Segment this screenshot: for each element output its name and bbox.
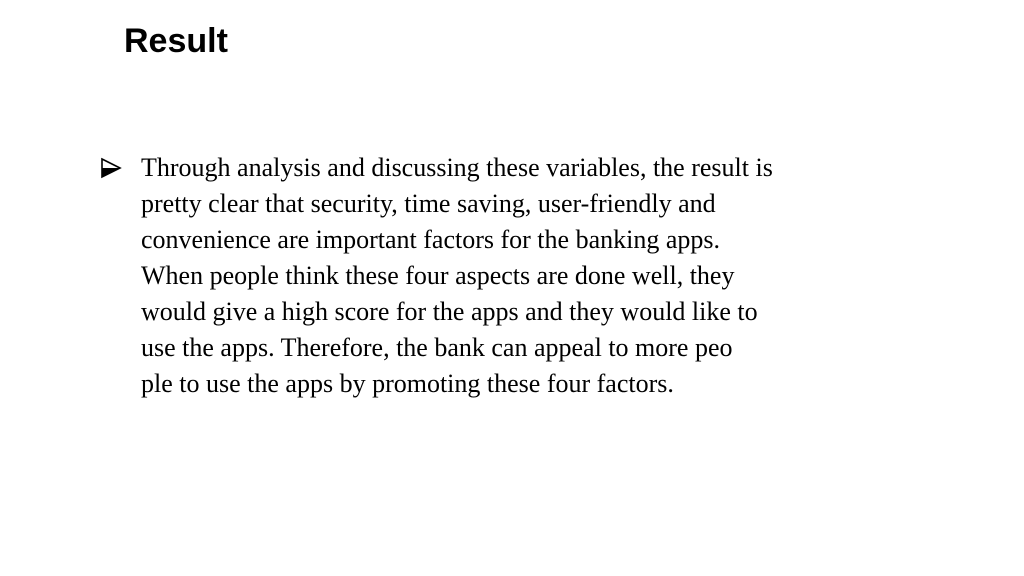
slide-title: Result	[124, 22, 228, 60]
arrowhead-bullet-icon	[100, 153, 122, 183]
bullet-line: would give a high score for the apps and they would like to	[141, 297, 758, 326]
bullet-line: use the apps. Therefore, the bank can appeal to more peo	[141, 333, 733, 362]
bullet-line: convenience are important factors for the banking apps.	[141, 225, 720, 254]
bullet-line: When people think these four aspects are done well, they	[141, 261, 735, 290]
bullet-text	[141, 150, 881, 402]
bullet-line: pretty clear that security, time saving, user-friendly and	[141, 189, 716, 218]
bullet-line: Through analysis and discussing these variables, the result is	[141, 153, 773, 182]
bullet-line: ple to use the apps by promoting these four factors.	[141, 369, 674, 398]
